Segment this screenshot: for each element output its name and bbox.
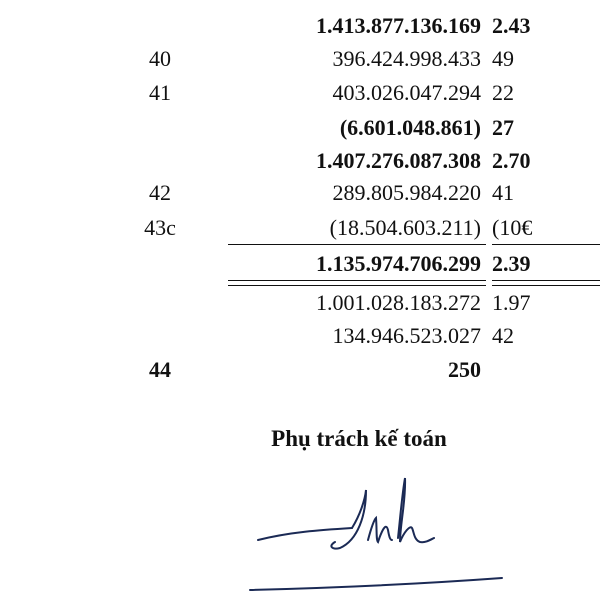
- previous-amount-cell: 2.43: [492, 13, 531, 38]
- table-row: [0, 320, 600, 352]
- current-amount-cell: 1.001.028.183.272: [316, 290, 481, 315]
- current-amount-cell: 134.946.523.027: [332, 323, 481, 348]
- table-row: [0, 10, 600, 42]
- previous-amount-cell: 1.97: [492, 290, 531, 315]
- table-row: [0, 112, 600, 144]
- table-row: [0, 354, 600, 386]
- current-amount-cell: (6.601.048.861): [339, 115, 481, 140]
- table-row: [0, 177, 600, 209]
- current-amount-cell: 1.407.276.087.308: [316, 148, 481, 173]
- table-row: [0, 212, 600, 244]
- current-amount-cell: 250: [448, 357, 481, 382]
- double-rule-current-top: [228, 280, 486, 281]
- current-amount-cell: 403.026.047.294: [332, 80, 481, 105]
- note-cell: 44: [149, 357, 171, 382]
- note-cell: 42: [149, 180, 171, 205]
- current-amount-cell: (18.504.603.211): [329, 215, 481, 240]
- single-rule-current: [228, 244, 486, 245]
- previous-amount-cell: 42: [492, 323, 514, 348]
- table-row: [0, 77, 600, 109]
- note-cell: 43c: [144, 215, 176, 240]
- double-rule-previous-bottom: [492, 285, 600, 286]
- current-amount-cell: 1.135.974.706.299: [316, 251, 481, 276]
- table-row: [0, 248, 600, 280]
- table-row: [0, 145, 600, 177]
- handwritten-signature: [240, 470, 520, 600]
- previous-amount-cell: 2.70: [492, 148, 531, 173]
- previous-amount-cell: 41: [492, 180, 514, 205]
- previous-amount-cell: 49: [492, 46, 514, 71]
- single-rule-previous: [492, 244, 600, 245]
- double-rule-previous-top: [492, 280, 600, 281]
- current-amount-cell: 1.413.877.136.169: [316, 13, 481, 38]
- note-cell: 41: [149, 80, 171, 105]
- previous-amount-cell: 27: [492, 115, 514, 140]
- previous-amount-cell: 22: [492, 80, 514, 105]
- previous-amount-cell: (10€: [492, 215, 533, 240]
- table-row: [0, 43, 600, 75]
- table-row: [0, 287, 600, 319]
- current-amount-cell: 396.424.998.433: [332, 46, 481, 71]
- note-cell: 40: [149, 46, 171, 71]
- double-rule-current-bottom: [228, 285, 486, 286]
- previous-amount-cell: 2.39: [492, 251, 531, 276]
- current-amount-cell: 289.805.984.220: [332, 180, 481, 205]
- chief-accountant-title: Phụ trách kế toán: [271, 426, 447, 451]
